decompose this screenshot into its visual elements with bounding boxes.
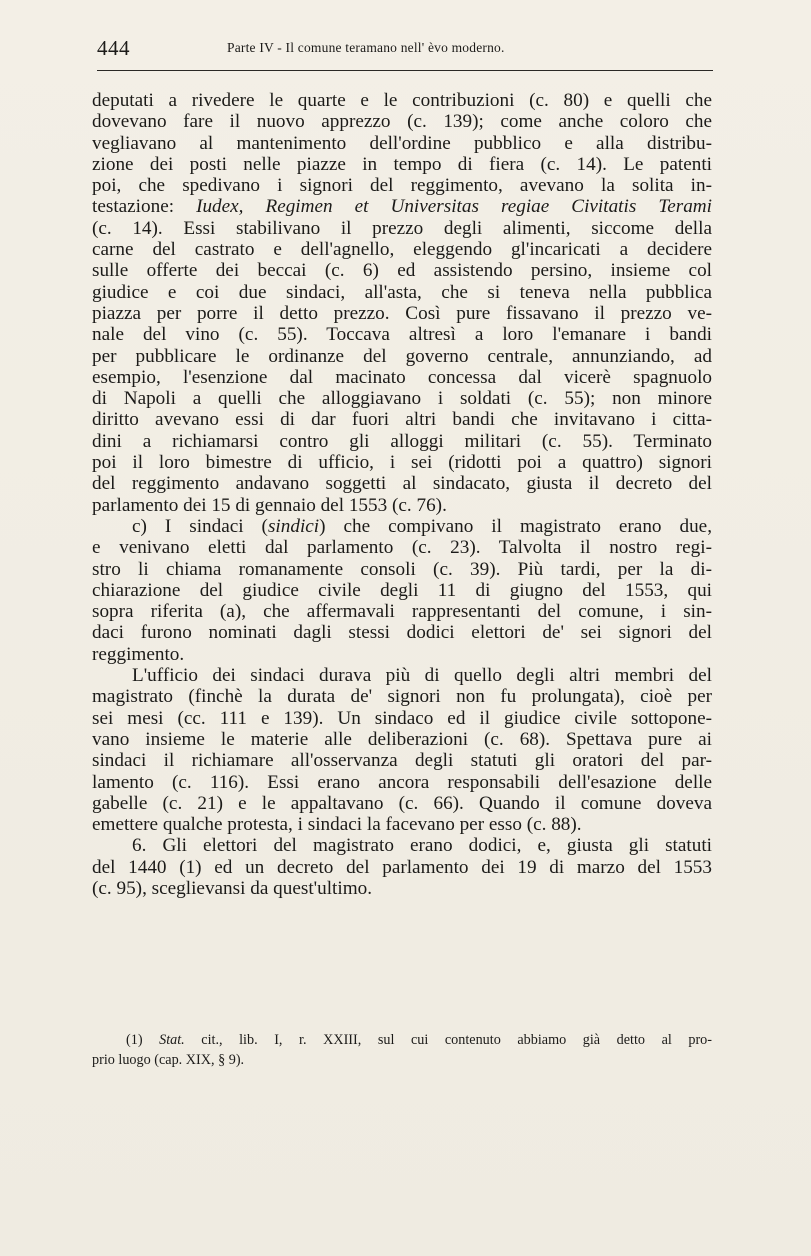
running-title: Parte IV - Il comune teramano nell' èvo moderno. bbox=[227, 40, 505, 55]
text-line: del reggimento andavano soggetti al sindacato, giusta il decreto del bbox=[92, 473, 712, 495]
text-line: per pubblicare le ordinanze del governo centrale, annunziando, ad bbox=[92, 345, 712, 367]
text-line: (c. 95), sceglievansi da quest'ultimo. bbox=[92, 877, 373, 899]
text-line: L'ufficio dei sindaci durava più di quello degli altri membri del bbox=[132, 665, 712, 687]
text-line: stro li chiama romanamente consoli (c. 39). Più tardi, per la di- bbox=[92, 558, 712, 580]
text-line: esempio, l'esenzione dal macinato concessa dal vicerè spagnuolo bbox=[92, 366, 712, 388]
text-line: testazione: Iudex, Regimen et Universitas regiae Civitatis Terami bbox=[92, 196, 712, 218]
text-line: deputati a rivedere le quarte e le contribuzioni (c. 80) e quelli che bbox=[92, 90, 712, 111]
text-line: sei mesi (cc. 111 e 139). Un sindaco ed il giudice civile sottopone- bbox=[92, 707, 712, 729]
text-line: carne del castrato e dell'agnello, eleggendo gl'incaricati a decidere bbox=[92, 239, 712, 261]
text-line: dini a richiamarsi contro gli alloggi militari (c. 55). Terminato bbox=[92, 430, 712, 452]
text-line: di Napoli a quelli che alloggiavano i soldati (c. 55); non minore bbox=[92, 388, 712, 410]
footnote-line: prio luogo (cap. XIX, § 9). bbox=[92, 1052, 245, 1068]
text-line: del 1440 (1) ed un decreto del parlamento dei 19 di marzo del 1553 bbox=[92, 856, 712, 878]
page-header bbox=[97, 34, 712, 68]
page-number: 444 bbox=[97, 36, 130, 60]
text-line: poi, che spedivano i signori del reggimento, avevano la solita in- bbox=[92, 175, 712, 197]
text-line: (c. 14). Essi stabilivano il prezzo degli alimenti, siccome della bbox=[92, 217, 712, 239]
text-line: daci furono nominati dagli stessi dodici elettori de' sei signori del bbox=[92, 622, 712, 644]
text-line: emettere qualche protesta, i sindaci la facevano per esso (c. 88). bbox=[92, 814, 582, 836]
text-line: poi il loro bimestre di ufficio, i sei (ridotti poi a quattro) signori bbox=[92, 452, 712, 474]
header-rule bbox=[97, 70, 713, 71]
text-line: c) I sindaci (sindici) che compivano il magistrato erano due, bbox=[132, 515, 712, 537]
text-line: parlamento dei 15 di gennaio del 1553 (c. 76). bbox=[92, 494, 447, 516]
text-line: dovevano fare il nuovo apprezzo (c. 139); come anche coloro che bbox=[92, 111, 712, 133]
text-line: diritto avevano essi di dar fuori altri bandi che invitavano i citta- bbox=[92, 409, 712, 431]
text-line: sindaci il richiamare all'osservanza degli statuti gli oratori del par- bbox=[92, 750, 712, 772]
text-line: nale del vino (c. 55). Toccava altresì a loro l'emanare i bandi bbox=[92, 324, 712, 346]
text-line: vano insieme le materie alle deliberazioni (c. 68). Spettava pure ai bbox=[92, 728, 712, 750]
text-line: gabelle (c. 21) e le appaltavano (c. 66). Quando il comune doveva bbox=[92, 792, 712, 814]
text-line: reggimento. bbox=[92, 643, 185, 665]
text-line: giudice e coi due sindaci, all'asta, che si teneva nella pubblica bbox=[92, 281, 712, 303]
text-line: magistrato (finchè la durata de' signori non fu prolungata), cioè per bbox=[92, 686, 712, 708]
text-line: lamento (c. 116). Essi erano ancora responsabili dell'esazione delle bbox=[92, 771, 712, 793]
text-line: piazza per porre il detto prezzo. Così pure fissavano il prezzo ve- bbox=[92, 302, 712, 324]
text-line: sulle offerte dei beccai (c. 6) ed assistendo persino, insieme col bbox=[92, 260, 712, 282]
text-line: chiarazione del giudice civile degli 11 di giugno del 1553, qui bbox=[92, 579, 712, 601]
body-text bbox=[92, 90, 712, 899]
text-line: sopra riferita (a), che affermavali rappresentanti del comune, i sin- bbox=[92, 601, 712, 623]
text-line: e venivano eletti dal parlamento (c. 23). Talvolta il nostro regi- bbox=[92, 537, 712, 559]
text-line: vegliavano al mantenimento dell'ordine pubblico e alla distribu- bbox=[92, 132, 712, 154]
text-line: 6. Gli elettori del magistrato erano dodici, e, giusta gli statuti bbox=[132, 835, 712, 857]
text-line: zione dei posti nelle piazze in tempo di fiera (c. 14). Le patenti bbox=[92, 153, 712, 175]
footnotes bbox=[92, 1030, 712, 1070]
footnote-line: (1) Stat. cit., lib. I, r. XXIII, sul cui contenuto abbiamo già detto al pro- bbox=[126, 1032, 712, 1048]
